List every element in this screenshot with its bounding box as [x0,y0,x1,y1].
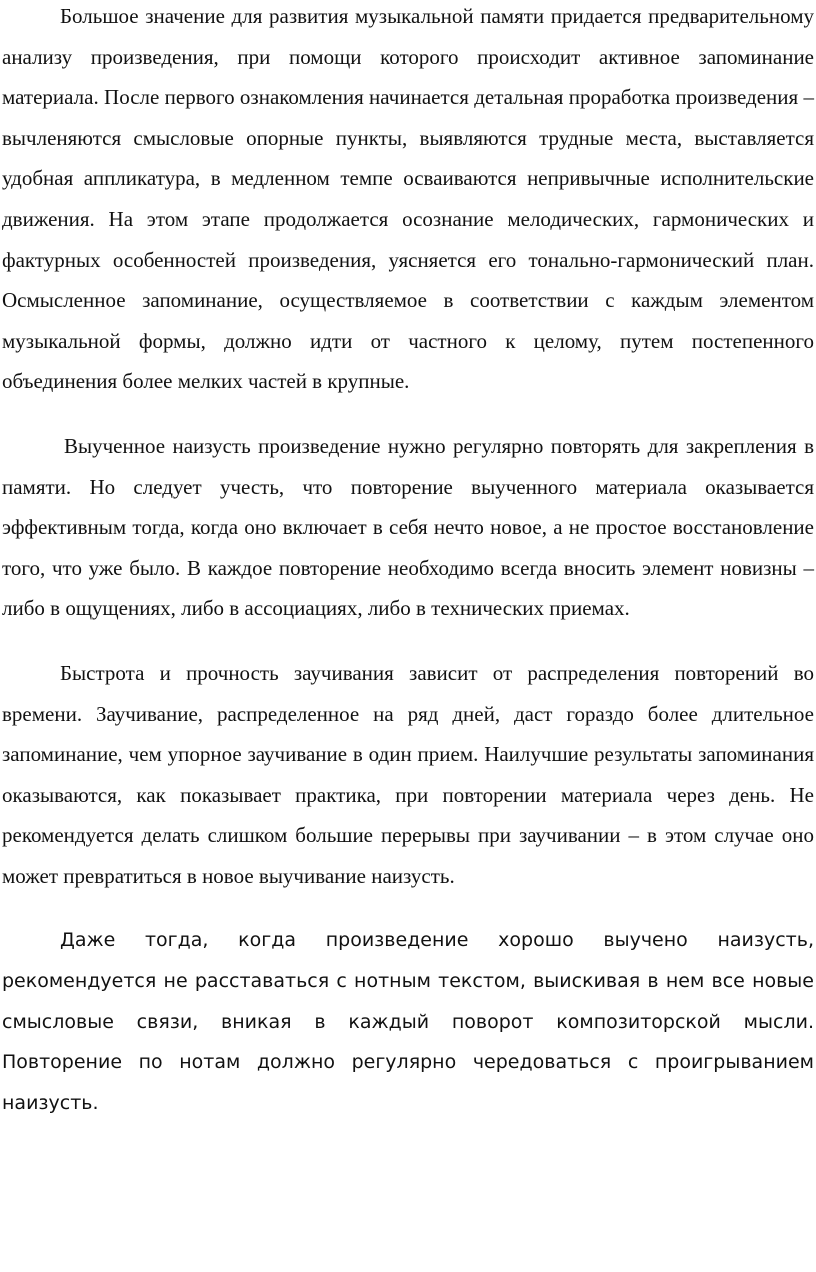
paragraph-repetition: Выученное наизусть произведение нужно регулярно повторять для закрепления в памяти. Но следует учесть, что повторение выученного материала оказывается эффективным тогда, когда оно включает в себя нечто новое, а не простое восстановление того, что уже было. В каждое повторение необходимо всегда вносить элемент новизны – либо в ощущениях, либо в ассоциациях, либо в технических приемах. [2,433,814,621]
paragraph-distribution: Быстрота и прочность заучивания зависит от распределения повторений во времени. Заучивание, распределенное на ряд дней, даст гораздо более длительное запоминание, чем упорное заучивание в один прием. Наилучшие результаты запоминания оказываются, как показывает практика, при повторении материала через день. Не рекомендуется делать слишком большие перерывы при заучивании – в этом случае оно может превратиться в новое выучивание наизусть. [2,660,814,888]
paragraph-memory-analysis: Большое значение для развития музыкальной памяти придается предварительному анализу произведения, при помощи которого происходит активное запоминание материала. После первого ознакомления начинается детальная проработка произведения – вычленяются смысловые опорные пункты, выявляются трудные места, выставляется удобная аппликатура, в медленном темпе осваиваются непривычные исполнительские движения. На этом этапе продолжается осознание мелодических, гармонических и фактурных особенностей произведения, уясняется его тонально-гармонический план. Осмысленное запоминание, осуществляемое в соответствии с каждым элементом музыкальной формы, должно идти от частного к целому, путем постепенного объединения более мелких частей в крупные. [2,4,814,394]
paragraph-sheet-music: Даже тогда, когда произведение хорошо выучено наизусть, рекомендуется не расставаться с нотным текстом, выискивая в нем все новые смысловые связи, вникая в каждый поворот композиторской мысли. Повторение по нотам должно регулярно чередоваться с проигрыванием наизусть. [2,929,814,1114]
